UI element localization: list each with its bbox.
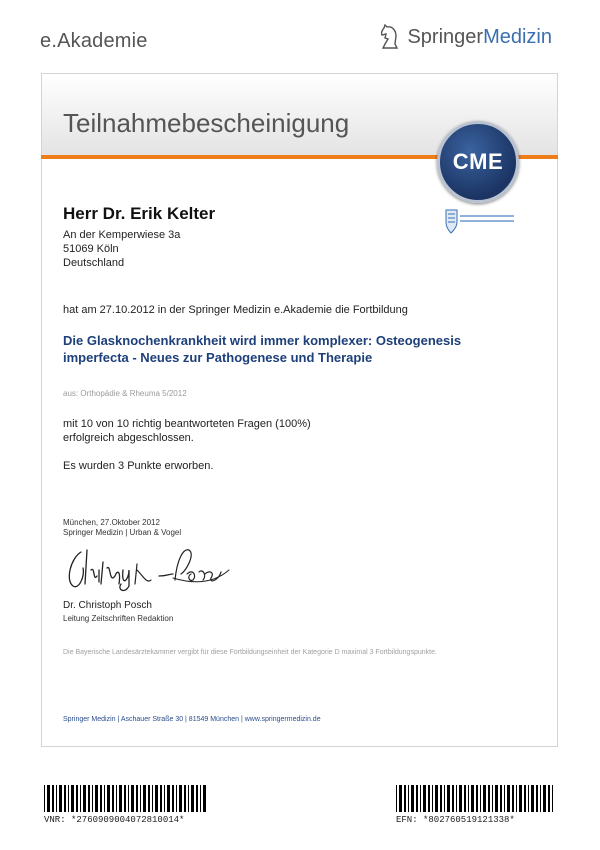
recipient-country: Deutschland: [63, 257, 125, 269]
certificate-intro: hat am 27.10.2012 in der Springer Medizin e.Akademie die Fortbildung: [63, 304, 408, 316]
barcode-bar: [536, 785, 538, 812]
result-line: mit 10 von 10 richtig beantworteten Fragen (100%): [63, 418, 311, 430]
signer-name: Dr. Christoph Posch: [63, 600, 152, 611]
barcode-bar: [408, 785, 409, 812]
barcode-bar: [447, 785, 450, 812]
barcode-bar: [188, 785, 189, 812]
recipient-city: 51069 Köln: [63, 243, 119, 255]
vnr-code: VNR: *2760909004072810014*: [44, 815, 185, 825]
barcode-bar: [543, 785, 546, 812]
barcode-bar: [76, 785, 78, 812]
barcode-bar: [124, 785, 126, 812]
barcode-bar: [444, 785, 445, 812]
barcode-bar: [68, 785, 69, 812]
barcode-bar: [404, 785, 406, 812]
barcode-bar: [492, 785, 493, 812]
barcode-bar: [184, 785, 186, 812]
medizin-brand-text: Medizin: [483, 25, 552, 48]
barcode-bar: [52, 785, 54, 812]
barcode-bar: [160, 785, 162, 812]
barcode-bar: [548, 785, 550, 812]
publisher-footer: Springer Medizin | Aschauer Straße 30 | 81549 München | www.springermedizin.de: [63, 716, 321, 723]
barcode-bar: [471, 785, 474, 812]
barcode-bar: [191, 785, 194, 812]
barcode-bar: [420, 785, 421, 812]
barcode-bar: [44, 785, 45, 812]
barcode-bar: [100, 785, 102, 812]
barcode-bar: [148, 785, 150, 812]
barcode-bar: [56, 785, 57, 812]
barcode-bar: [136, 785, 138, 812]
course-source: aus: Orthopädie & Rheuma 5/2012: [63, 389, 187, 398]
landesaerztekammer-logo-icon: [443, 206, 523, 236]
barcode-bar: [495, 785, 498, 812]
barcode-bar: [172, 785, 174, 812]
barcode-bar: [476, 785, 478, 812]
barcode-bar: [531, 785, 534, 812]
barcode-bar: [483, 785, 486, 812]
barcode-bar: [432, 785, 433, 812]
barcode-bar: [464, 785, 466, 812]
barcode-bar: [167, 785, 170, 812]
cme-badge: CME: [437, 121, 519, 203]
barcode-bar: [200, 785, 201, 812]
springer-medizin-logo: [379, 24, 552, 50]
barcode-bar: [416, 785, 418, 812]
barcode-bar: [95, 785, 98, 812]
barcode-bar: [88, 785, 90, 812]
barcode-bar: [107, 785, 110, 812]
barcode-bar: [128, 785, 129, 812]
barcode-bar: [500, 785, 502, 812]
barcode-bar: [540, 785, 541, 812]
barcode-bar: [140, 785, 141, 812]
publisher-line: Springer Medizin | Urban & Vogel: [63, 528, 182, 537]
place-date: München, 27.Oktober 2012: [63, 518, 160, 527]
recipient-name: Herr Dr. Erik Kelter: [63, 204, 216, 223]
signer-role: Leitung Zeitschriften Redaktion: [63, 614, 174, 623]
course-title-line: Die Glasknochenkrankheit wird immer komplexer: Osteogenesis: [63, 333, 462, 348]
barcode-bar: [440, 785, 442, 812]
barcode-bar: [164, 785, 165, 812]
barcode-bar: [519, 785, 522, 812]
springer-brand-text: Springer: [407, 25, 484, 48]
barcode-bar: [59, 785, 62, 812]
barcode-bar: [203, 785, 206, 812]
barcode-bar: [435, 785, 438, 812]
barcode-bar: [399, 785, 402, 812]
barcode-bar: [152, 785, 153, 812]
points-line: Es wurden 3 Punkte erworben.: [63, 460, 214, 472]
barcode-bar: [488, 785, 490, 812]
barcode-bar: [71, 785, 74, 812]
result-line: erfolgreich abgeschlossen.: [63, 432, 194, 444]
barcode-bar: [143, 785, 146, 812]
barcode-bar: [528, 785, 529, 812]
barcode-bar: [452, 785, 454, 812]
barcode-bar: [47, 785, 50, 812]
course-title: [63, 332, 483, 366]
barcode-bar: [83, 785, 86, 812]
barcode-bar: [119, 785, 122, 812]
barcode-bar: [396, 785, 397, 812]
barcode-bar: [507, 785, 510, 812]
barcode-bar: [196, 785, 198, 812]
barcode-bar: [92, 785, 93, 812]
signature-image: [63, 540, 233, 595]
certificate-title: Teilnahmebescheinigung: [63, 108, 350, 138]
barcode-bar: [155, 785, 158, 812]
barcode-bar: [516, 785, 517, 812]
barcode-bar: [176, 785, 177, 812]
barcode-bar: [512, 785, 514, 812]
barcode-bar: [480, 785, 481, 812]
barcode-bar: [504, 785, 505, 812]
course-title-line: imperfecta - Neues zur Pathogenese und Therapie: [63, 350, 373, 365]
barcode-bar: [456, 785, 457, 812]
barcode-bar: [552, 785, 553, 812]
barcode-bar: [459, 785, 462, 812]
barcode-bar: [80, 785, 81, 812]
barcode-bar: [104, 785, 105, 812]
barcode-bar: [423, 785, 426, 812]
recipient-street: An der Kemperwiese 3a: [63, 229, 181, 241]
barcode-bar: [179, 785, 182, 812]
vnr-barcode: [44, 785, 208, 812]
efn-barcode: [396, 785, 556, 812]
barcode-bar: [428, 785, 430, 812]
efn-code: EFN: *802760519121338*: [396, 815, 515, 825]
barcode-bar: [64, 785, 66, 812]
barcode-bar: [411, 785, 414, 812]
barcode-bar: [524, 785, 526, 812]
barcode-bar: [112, 785, 114, 812]
chess-knight-icon: [379, 24, 401, 50]
accreditation-note: Die Bayerische Landesärztekammer vergibt für diese Fortbildungseinheit der Kategorie D maximal 3 Fortbildungspunkte.: [63, 649, 437, 656]
eakademie-logo: e.Akademie: [40, 30, 148, 52]
barcode-bar: [468, 785, 469, 812]
barcode-bar: [131, 785, 134, 812]
barcode-bar: [116, 785, 117, 812]
